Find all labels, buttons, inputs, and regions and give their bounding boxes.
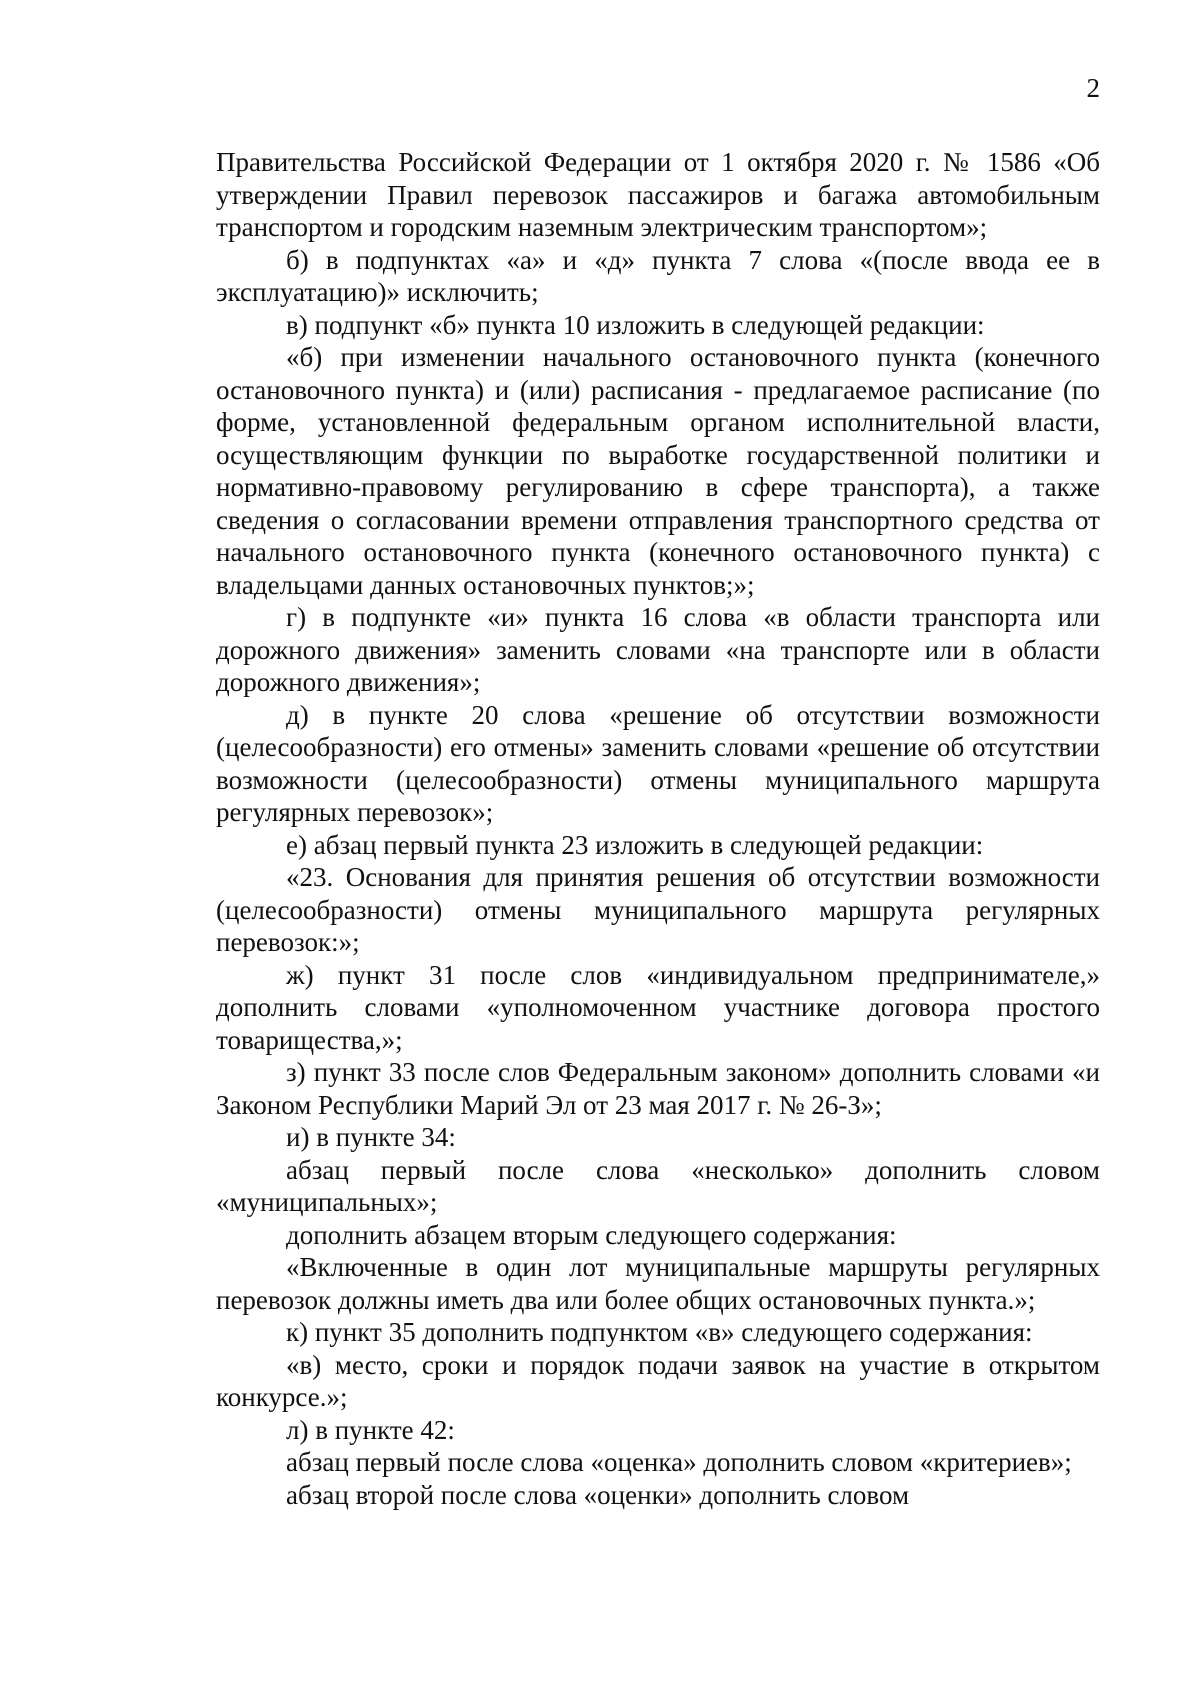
- paragraph-2: б) в подпунктах «а» и «д» пункта 7 слова «(после ввода ее в эксплуатацию)» исключить;: [216, 244, 1100, 307]
- paragraph-6: д) в пункте 20 слова «решение об отсутствии возможности (целесообразности) его отмены» заменить словами «решение об отсутствии возможности (целесообразности) отмены муниципального маршрута регулярных перевозок»;: [216, 699, 1100, 827]
- paragraph-19: абзац второй после слова «оценки» дополнить словом: [286, 1479, 910, 1510]
- paragraph-10: з) пункт 33 после слов Федеральным законом» дополнить словами «и Законом Республики Марий Эл от 23 мая 2017 г. № 26-З»;: [216, 1057, 1100, 1120]
- paragraph-11: и) в пункте 34:: [286, 1122, 456, 1152]
- paragraph-13: дополнить абзацем вторым следующего содержания:: [286, 1219, 897, 1250]
- paragraph-3: в) подпункт «б» пункта 10 изложить в следующей редакции:: [286, 309, 985, 340]
- paragraph-17: л) в пункте 42:: [286, 1414, 455, 1445]
- paragraph-9: ж) пункт 31 после слов «индивидуальном предпринимателе,» дополнить словами «уполномоченном участнике договора простого товарищества,»;: [216, 959, 1100, 1055]
- paragraph-8: «23. Основания для принятия решения об отсутствии возможности (целесообразности) отмены муниципального маршрута регулярных перевозок:»;: [216, 862, 1100, 957]
- document-body: [216, 146, 1100, 1511]
- paragraph-1: Правительства Российской Федерации от 1 октября 2020 г. № 1586 «Об утверждении Правил перевозок пассажиров и багажа автомобильным транспортом и городским наземным электрическим транспортом»;: [216, 147, 1100, 242]
- paragraph-15: к) пункт 35 дополнить подпунктом «в» следующего содержания:: [286, 1317, 1033, 1347]
- paragraph-5: г) в подпункте «и» пункта 16 слова «в области транспорта или дорожного движения» заменить словами «на транспорте или в области дорожного движения»;: [216, 602, 1100, 697]
- page-number: 2: [1086, 73, 1100, 103]
- paragraph-7: е) абзац первый пункта 23 изложить в следующей редакции:: [286, 829, 984, 860]
- paragraph-18: абзац первый после слова «оценка» дополнить словом «критериев»;: [286, 1447, 1072, 1477]
- paragraph-4: «б) при изменении начального остановочного пункта (конечного остановочного пункта) и (или) расписания - предлагаемое расписание (по форме, установленной федеральным органом исполнительной власти, осуществляющим функции по выработке государственной политики и нормативно-правовому регулированию в сфере транспорта), а также сведения о согласовании времени отправления транспортного средства от начального остановочного пункта (конечного остановочного пункта) с владельцами данных остановочных пунктов;»;: [216, 342, 1100, 600]
- paragraph-12: абзац первый после слова «несколько» дополнить словом «муниципальных»;: [216, 1154, 1100, 1217]
- paragraph-14: «Включенные в один лот муниципальные маршруты регулярных перевозок должны иметь два или более общих остановочных пункта.»;: [216, 1252, 1100, 1315]
- paragraph-16: «в) место, сроки и порядок подачи заявок на участие в открытом конкурсе.»;: [216, 1349, 1100, 1412]
